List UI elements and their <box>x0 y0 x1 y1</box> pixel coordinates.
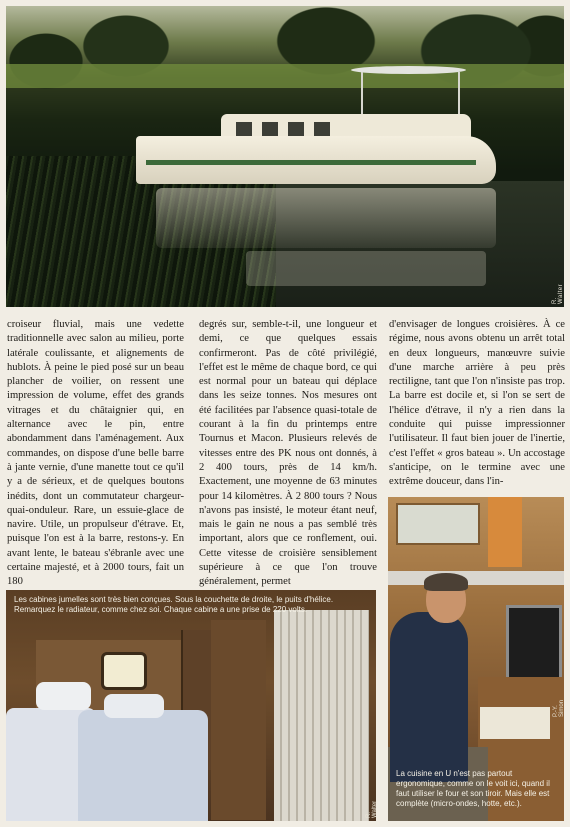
boat-bimini <box>351 66 466 74</box>
pillow <box>104 694 164 718</box>
text-column-3 <box>389 318 565 490</box>
cabin-door <box>211 620 266 820</box>
paragraph: d'envisager de longues croisières. À ce régime, nous avons obtenu un arrêt total en deux longueurs, manœuvre suivie d'une marche arrière à peu près rectiligne, tant que l'on n'insiste pas trop. La barre est docile et, si l'on se sert de l'hélice d'étrave, il n'y a rien dans la conduite qui puisse impressionner l'utilisateur. Il faut bien jouer de l'inertie, c'est l'effet « gros bateau ». Un accostage s'anticipe, on le termine avec une extrême douceur, dans l'in- <box>389 319 565 488</box>
boat-photo <box>6 6 564 307</box>
photo-credit: P.-Y. Simon <box>553 699 565 717</box>
photo-credit: R. Walter <box>552 283 564 304</box>
galley-caption: La cuisine en U n'est pas partout ergonomique, comme on le voit ici, quand il faut utiliser le four et son tiroir. Mais elle est complète (micro-ondes, hotte, etc.). <box>396 769 550 808</box>
text-column-2 <box>199 318 377 590</box>
paragraph: degrés sur, semble-t-il, une longueur et demi, ce que quelques essais confirmeront. Pas de côté privilégié, l'effet est le même de chaque bord, ce qui est normal pour un bateau qui déplace dans les seize tonnes. Nos mesures ont été facilitées par l'absence quasi-totale de courant à la fin du printemps entre Tournus et Macon. Plusieurs relevés de vitesses entre des PK nous ont donnés, à 2 400 tours, près de 14 km/h. Exactement, une moyenne de 63 minutes pour 14 kilomètres. À 2 800 tours ? Nous n'avons pas insisté, le moteur étant neuf, mais le gain ne nous a pas semblé très important, alors que ce ronflement, oui. Cette vitesse de croisière sensiblement supérieure à ce que l'on trouve généralement, permet <box>199 319 377 588</box>
curtain <box>488 497 522 567</box>
meadow <box>6 64 564 88</box>
boat-stripe <box>146 160 476 165</box>
boat-reflection <box>156 188 496 248</box>
paragraph: croiseur fluvial, mais une vedette traditionnelle avec salon au milieu, porte latérale coulissante, et alignements de hublots. À peine le pied posé sur un beau plancher de voilier, on ressent une impression de volume, effet des grands vitrages et du châtaignier qui, en alternance avec le pin, entre abondamment dans l'aménagement. Aux commandes, on dispose d'une belle barre à jante vernie, d'une manette tout ce qu'il y a de sérieux, et de quelques boutons inédits, dont un commutateur chargeur-quai-onduleur. Rare, un essuie-glace de navire. Utile, un propulseur d'étrave. Et, puisque l'on est à la barre, restons-y. En avant lente, le bateau s'ébranle avec une certaine majesté, et à 2000 tours, fait un 180 <box>7 319 184 588</box>
boat-window <box>314 122 330 136</box>
oven-drawer <box>480 707 550 739</box>
radiator <box>274 610 369 821</box>
tree-line <box>6 6 564 116</box>
boat-reflection <box>246 251 486 286</box>
cabin-photo <box>6 590 376 821</box>
text-column-1 <box>7 318 184 590</box>
galley-window <box>396 503 480 545</box>
person-body <box>390 612 468 782</box>
boat-window <box>262 122 278 136</box>
photo-credit: R. Walter <box>366 800 378 818</box>
pillow <box>36 682 91 710</box>
bimini-post <box>361 72 363 116</box>
cabin-caption: Les cabines jumelles sont très bien conçues. Sous la couchette de droite, le puits d'hélice. Remarquez le radiateur, comme chez soi. Chaque cabine a une prise de 220 volts. <box>14 595 334 614</box>
boat-window <box>236 122 252 136</box>
bunk-right <box>78 710 208 821</box>
countertop <box>388 571 564 585</box>
porthole <box>101 652 147 690</box>
boat-window <box>288 122 304 136</box>
bimini-post <box>458 72 460 116</box>
person-hair <box>424 573 468 591</box>
